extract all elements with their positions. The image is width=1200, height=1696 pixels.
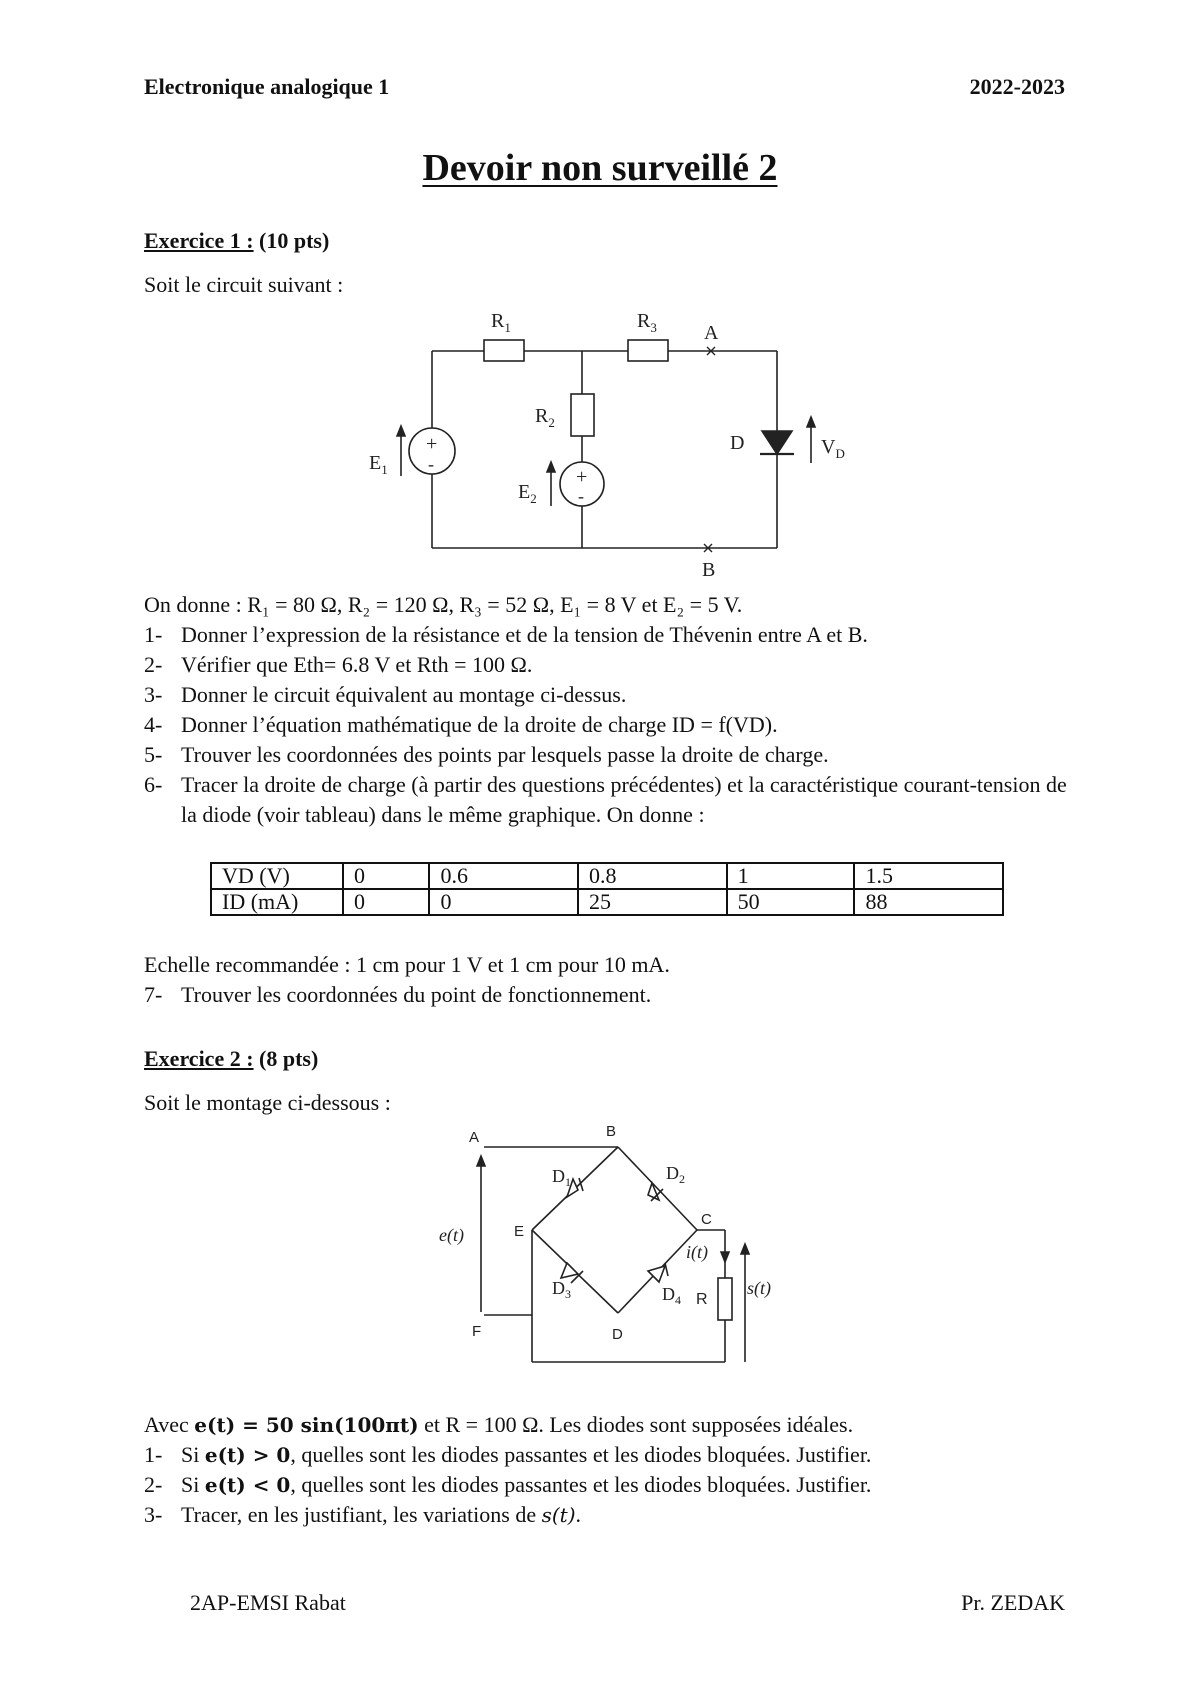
e1-minus: -	[428, 454, 434, 474]
question-math: e(t) > 0	[204, 1443, 291, 1467]
thevenin-circuit-diagram	[355, 300, 845, 585]
label-e2: $E_2$	[518, 481, 537, 506]
table-cell: 0	[429, 889, 578, 915]
exercise-1-label: Exercice 1 :	[144, 228, 254, 253]
course-title: Electronique analogique 1	[144, 74, 390, 99]
exercise-1-intro: Soit le circuit suivant :	[144, 272, 344, 297]
question-suffix: , quelles sont les diodes passantes et les diodes bloquées. Justifier.	[290, 1442, 872, 1467]
question-text	[181, 1440, 1074, 1470]
e2-minus: -	[578, 486, 584, 506]
label-b: B	[702, 559, 716, 581]
question-text: Donner l’équation mathématique de la droite de charge ID = f(VD).	[181, 712, 778, 737]
table-cell: 50	[727, 889, 855, 915]
label-vd: $V_D$	[821, 436, 845, 461]
label-st: s(t)	[747, 1278, 771, 1298]
ex1-question-7	[144, 980, 1074, 1010]
question-text: Donner le circuit équivalent au montage ci-dessus.	[181, 682, 627, 707]
question-number: 2-	[144, 1472, 163, 1497]
node-e: E	[514, 1223, 525, 1240]
question-number: 4-	[144, 712, 163, 737]
table-row-label: VD (V)	[211, 863, 343, 889]
bridge-rectifier-diagram	[430, 1118, 790, 1363]
exercise-2-label: Exercice 2 :	[144, 1046, 254, 1071]
circuit-wires	[432, 351, 777, 548]
it-arrow	[721, 1252, 729, 1262]
diode-characteristic-table	[210, 862, 1004, 916]
exercise-1-given: On donne : R₁ = 80 Ω, R₂ = 120 Ω, R₃ = 52 Ω, E₁ = 8 V et E₂ = 5 V.	[144, 592, 743, 617]
question-text: Tracer la droite de charge (à partir des questions précédentes) et la caractéristique courant-tension de la diode (voir tableau) dans le même graphique. On donne :	[181, 772, 1067, 827]
exercise-2-given	[144, 1410, 853, 1440]
label-d1: $D_1$	[552, 1166, 571, 1189]
table-row-label: ID (mA)	[211, 889, 343, 915]
label-a: A	[704, 322, 719, 344]
question-math: e(t) < 0	[204, 1473, 291, 1497]
exercise-2-intro: Soit le montage ci-dessous :	[144, 1090, 391, 1115]
label-et: e(t)	[439, 1225, 464, 1245]
e2-arrow	[547, 462, 555, 506]
et-arrow	[477, 1156, 485, 1312]
exercise-1-heading	[144, 228, 329, 254]
ex1-question-3	[144, 680, 1074, 710]
label-r1: $R_1$	[491, 310, 511, 335]
given-suffix: et R = 100 Ω. Les diodes sont supposées idéales.	[418, 1412, 854, 1437]
given-prefix: Avec	[144, 1412, 195, 1437]
question-number: 2-	[144, 652, 163, 677]
st-arrow	[741, 1244, 749, 1362]
exercise-2-heading	[144, 1046, 318, 1072]
table-cell: 25	[578, 889, 727, 915]
given-math: e(t) = 50 sin(100πt)	[194, 1413, 419, 1437]
ex1-question-4	[144, 710, 1074, 740]
table-row	[211, 889, 1003, 915]
e1-arrow	[397, 426, 405, 476]
exercise-1-points: (10 pts)	[259, 228, 330, 253]
question-text: Donner l’expression de la résistance et de la tension de Thévenin entre A et B.	[181, 622, 868, 647]
label-r2: $R_2$	[535, 405, 555, 430]
node-f: F	[472, 1323, 482, 1340]
question-number: 7-	[144, 982, 163, 1007]
question-text: Vérifier que Eth= 6.8 V et Rth = 100 Ω.	[181, 652, 533, 677]
table-cell: 0	[343, 863, 429, 889]
table-cell: 0.8	[578, 863, 727, 889]
label-d3: $D_3$	[552, 1278, 571, 1301]
question-number: 1-	[144, 1442, 163, 1467]
footer-school: 2AP-EMSI Rabat	[190, 1590, 346, 1615]
page-title: Devoir non surveillé 2	[422, 147, 778, 189]
node-c: C	[701, 1211, 712, 1228]
ex1-question-5	[144, 740, 1074, 770]
question-number: 3-	[144, 682, 163, 707]
label-d2: $D_2$	[666, 1163, 685, 1186]
question-text: Trouver les coordonnées du point de fonctionnement.	[181, 982, 652, 1007]
question-suffix: , quelles sont les diodes passantes et les diodes bloquées. Justifier.	[290, 1472, 872, 1497]
label-e1: $E_1$	[369, 452, 388, 477]
resistor-r1	[484, 340, 524, 361]
table-cell: 0.6	[429, 863, 578, 889]
footer-author: Pr. ZEDAK	[961, 1590, 1065, 1615]
label-r: R	[696, 1291, 708, 1308]
label-d: D	[730, 432, 745, 454]
question-number: 1-	[144, 622, 163, 647]
question-text	[181, 1500, 1074, 1530]
node-b: B	[606, 1123, 617, 1140]
academic-year: 2022-2023	[969, 74, 1065, 99]
question-number: 5-	[144, 742, 163, 767]
question-text	[181, 1470, 1074, 1500]
e2-plus: +	[576, 466, 588, 488]
table-cell: 88	[854, 889, 1003, 915]
node-d: D	[612, 1326, 623, 1343]
exercise-2-points: (8 pts)	[259, 1046, 319, 1071]
question-prefix: Si	[181, 1442, 205, 1467]
vd-arrow	[807, 417, 815, 463]
e1-plus: +	[426, 433, 438, 455]
question-number: 6-	[144, 772, 163, 797]
ex2-question-2	[144, 1470, 1074, 1500]
ex2-question-3	[144, 1500, 1074, 1530]
question-text: Trouver les coordonnées des points par lesquels passe la droite de charge.	[181, 742, 829, 767]
label-it: i(t)	[686, 1242, 708, 1262]
diode-d-symbol	[760, 431, 794, 454]
ex1-question-6	[144, 770, 1074, 830]
ex2-question-1	[144, 1440, 1074, 1470]
question-prefix: Tracer, en les justifiant, les variations de	[181, 1502, 542, 1527]
question-number: 3-	[144, 1502, 163, 1527]
question-suffix: .	[575, 1502, 582, 1527]
table-cell: 0	[343, 889, 429, 915]
question-math: s(t)	[541, 1503, 576, 1527]
table-cell: 1	[727, 863, 855, 889]
resistor-r2	[571, 394, 594, 436]
node-a: A	[469, 1129, 480, 1146]
recommended-scale: Echelle recommandée : 1 cm pour 1 V et 1 cm pour 10 mA.	[144, 952, 670, 977]
resistor-r3	[628, 340, 668, 361]
ex1-question-1	[144, 620, 1074, 650]
question-prefix: Si	[181, 1472, 205, 1497]
ex1-question-2	[144, 650, 1074, 680]
table-row	[211, 863, 1003, 889]
resistor-r	[718, 1278, 732, 1320]
table-cell: 1.5	[854, 863, 1003, 889]
label-d4: $D_4$	[662, 1284, 681, 1307]
label-r3: $R_3$	[637, 310, 657, 335]
